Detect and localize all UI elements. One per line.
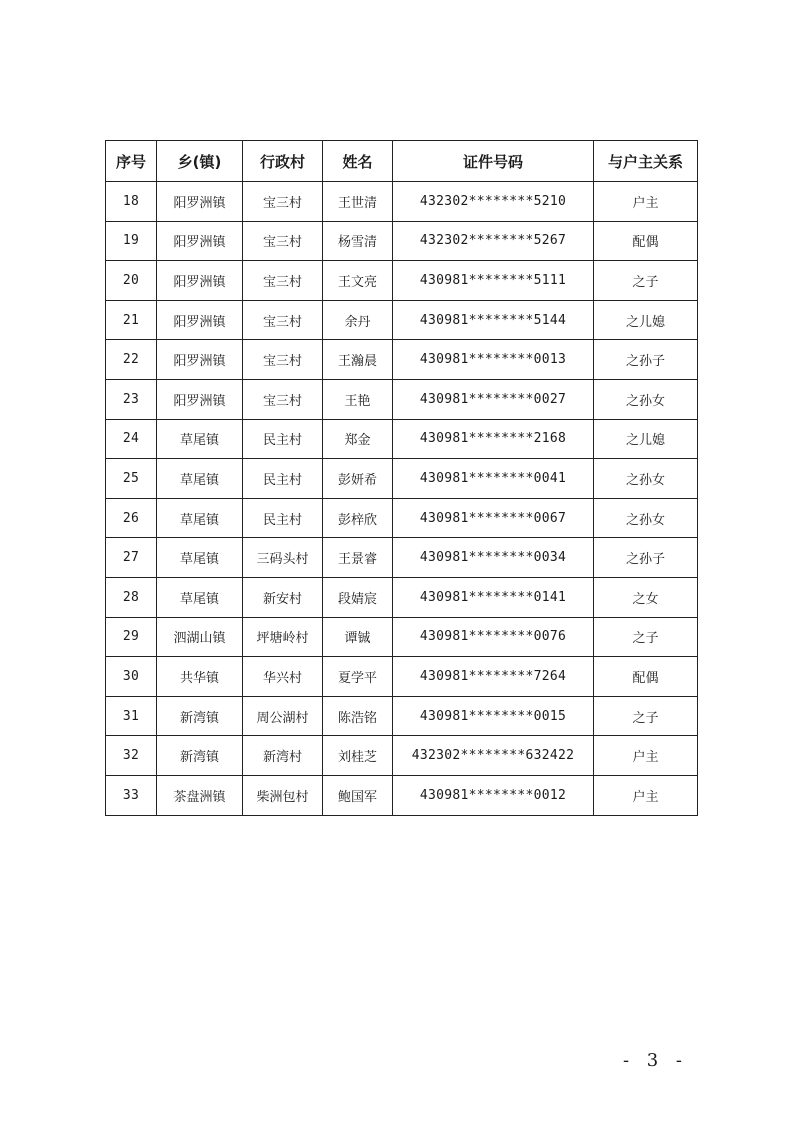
cell-id-number: 432302********5210 (393, 182, 594, 222)
table-row (106, 775, 698, 815)
cell-person-name: 彭梓欣 (323, 498, 393, 538)
cell-town: 新湾镇 (157, 696, 243, 736)
cell-person-name: 陈浩铭 (323, 696, 393, 736)
cell-village: 新湾村 (243, 736, 323, 776)
cell-person-name: 杨雪清 (323, 221, 393, 261)
cell-relationship: 之儿媳 (594, 419, 698, 459)
cell-row-index: 26 (106, 498, 157, 538)
cell-village: 柴洲包村 (243, 775, 323, 815)
household-roster-table (105, 140, 698, 816)
cell-relationship: 之子 (594, 696, 698, 736)
cell-town: 草尾镇 (157, 459, 243, 499)
cell-town: 新湾镇 (157, 736, 243, 776)
cell-id-number: 432302********5267 (393, 221, 594, 261)
cell-village: 周公湖村 (243, 696, 323, 736)
table-row (106, 657, 698, 697)
cell-town: 草尾镇 (157, 538, 243, 578)
cell-row-index: 25 (106, 459, 157, 499)
cell-row-index: 18 (106, 182, 157, 222)
cell-row-index: 24 (106, 419, 157, 459)
cell-id-number: 432302********632422 (393, 736, 594, 776)
cell-id-number: 430981********0141 (393, 577, 594, 617)
cell-village: 宝三村 (243, 300, 323, 340)
cell-id-number: 430981********0012 (393, 775, 594, 815)
cell-relationship: 配偶 (594, 221, 698, 261)
cell-row-index: 28 (106, 577, 157, 617)
cell-row-index: 30 (106, 657, 157, 697)
cell-relationship: 之孙女 (594, 459, 698, 499)
cell-town: 泗湖山镇 (157, 617, 243, 657)
cell-person-name: 王艳 (323, 379, 393, 419)
table-row (106, 182, 698, 222)
table-row (106, 340, 698, 380)
cell-village: 坪塘岭村 (243, 617, 323, 657)
cell-row-index: 32 (106, 736, 157, 776)
cell-town: 阳罗洲镇 (157, 379, 243, 419)
cell-town: 阳罗洲镇 (157, 340, 243, 380)
cell-village: 三码头村 (243, 538, 323, 578)
cell-person-name: 夏学平 (323, 657, 393, 697)
table-row (106, 538, 698, 578)
header-relationship: 与户主关系 (594, 141, 698, 182)
cell-village: 民主村 (243, 459, 323, 499)
table-row (106, 221, 698, 261)
cell-town: 茶盘洲镇 (157, 775, 243, 815)
cell-id-number: 430981********5144 (393, 300, 594, 340)
cell-person-name: 郑金 (323, 419, 393, 459)
cell-person-name: 鲍国军 (323, 775, 393, 815)
header-index: 序号 (106, 141, 157, 182)
cell-id-number: 430981********0013 (393, 340, 594, 380)
cell-village: 民主村 (243, 498, 323, 538)
cell-id-number: 430981********0041 (393, 459, 594, 499)
header-name: 姓名 (323, 141, 393, 182)
cell-id-number: 430981********5111 (393, 261, 594, 301)
cell-row-index: 19 (106, 221, 157, 261)
cell-relationship: 户主 (594, 182, 698, 222)
cell-row-index: 29 (106, 617, 157, 657)
cell-row-index: 27 (106, 538, 157, 578)
cell-id-number: 430981********0076 (393, 617, 594, 657)
table-row (106, 696, 698, 736)
table-row (106, 300, 698, 340)
table-row (106, 419, 698, 459)
cell-person-name: 刘桂芝 (323, 736, 393, 776)
cell-town: 草尾镇 (157, 498, 243, 538)
cell-person-name: 王景睿 (323, 538, 393, 578)
cell-id-number: 430981********2168 (393, 419, 594, 459)
cell-relationship: 之女 (594, 577, 698, 617)
table-row (106, 736, 698, 776)
cell-row-index: 33 (106, 775, 157, 815)
cell-village: 华兴村 (243, 657, 323, 697)
cell-relationship: 之子 (594, 261, 698, 301)
cell-village: 宝三村 (243, 182, 323, 222)
cell-village: 民主村 (243, 419, 323, 459)
cell-row-index: 20 (106, 261, 157, 301)
cell-village: 宝三村 (243, 379, 323, 419)
cell-relationship: 之孙子 (594, 538, 698, 578)
cell-person-name: 彭妍希 (323, 459, 393, 499)
cell-town: 共华镇 (157, 657, 243, 697)
cell-relationship: 之子 (594, 617, 698, 657)
cell-person-name: 段婧宸 (323, 577, 393, 617)
cell-row-index: 21 (106, 300, 157, 340)
cell-village: 宝三村 (243, 261, 323, 301)
cell-town: 阳罗洲镇 (157, 221, 243, 261)
cell-relationship: 之儿媳 (594, 300, 698, 340)
cell-town: 阳罗洲镇 (157, 182, 243, 222)
cell-person-name: 余丹 (323, 300, 393, 340)
cell-town: 草尾镇 (157, 419, 243, 459)
cell-person-name: 王瀚晨 (323, 340, 393, 380)
table-body (106, 182, 698, 816)
cell-id-number: 430981********0027 (393, 379, 594, 419)
cell-id-number: 430981********0067 (393, 498, 594, 538)
cell-id-number: 430981********7264 (393, 657, 594, 697)
cell-person-name: 王文亮 (323, 261, 393, 301)
cell-town: 草尾镇 (157, 577, 243, 617)
table-row (106, 379, 698, 419)
cell-person-name: 谭铖 (323, 617, 393, 657)
cell-relationship: 之孙女 (594, 379, 698, 419)
cell-relationship: 之孙子 (594, 340, 698, 380)
header-id-number: 证件号码 (393, 141, 594, 182)
table-row (106, 617, 698, 657)
page-number: - 3 - (622, 1050, 688, 1071)
cell-town: 阳罗洲镇 (157, 300, 243, 340)
cell-relationship: 之孙女 (594, 498, 698, 538)
cell-relationship: 配偶 (594, 657, 698, 697)
header-town: 乡(镇) (157, 141, 243, 182)
header-village: 行政村 (243, 141, 323, 182)
cell-village: 宝三村 (243, 340, 323, 380)
table-row (106, 577, 698, 617)
cell-village: 宝三村 (243, 221, 323, 261)
cell-person-name: 王世清 (323, 182, 393, 222)
table-header-row (106, 141, 698, 182)
cell-town: 阳罗洲镇 (157, 261, 243, 301)
cell-row-index: 31 (106, 696, 157, 736)
cell-row-index: 22 (106, 340, 157, 380)
cell-relationship: 户主 (594, 775, 698, 815)
table-row (106, 498, 698, 538)
table-row (106, 261, 698, 301)
cell-row-index: 23 (106, 379, 157, 419)
table-row (106, 459, 698, 499)
cell-id-number: 430981********0015 (393, 696, 594, 736)
cell-village: 新安村 (243, 577, 323, 617)
cell-id-number: 430981********0034 (393, 538, 594, 578)
cell-relationship: 户主 (594, 736, 698, 776)
